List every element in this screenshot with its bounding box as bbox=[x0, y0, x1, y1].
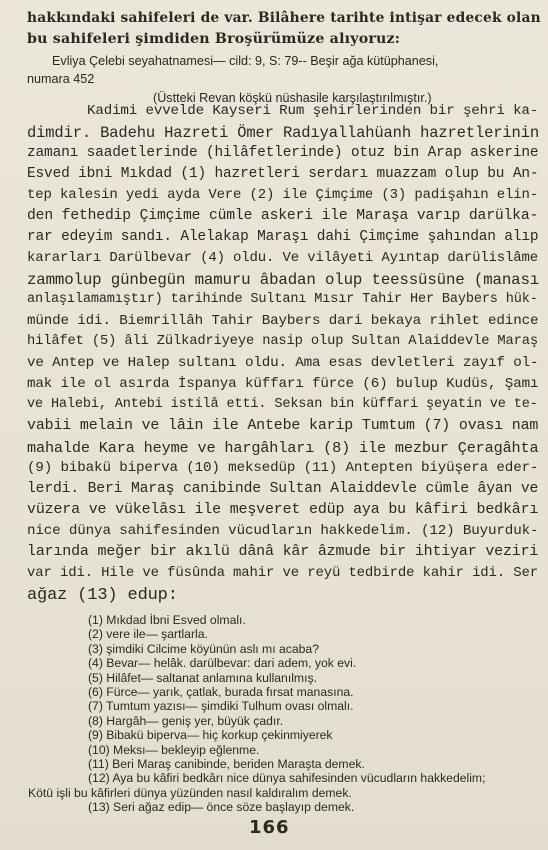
body-line: den fethedip Çimçime cümle askeri ile Maraşa varıp darülka- bbox=[27, 208, 539, 224]
body-line: mahalde Kara heyme ve hargâhları (8) ile mezbur Çeragâhta bbox=[27, 439, 539, 457]
footnote: (3) şimdiki Cilcime köyünün aslı mı acaba? bbox=[88, 641, 319, 656]
footnote: (2) vere ile— şartlarla. bbox=[88, 627, 208, 642]
body-line: rar edeyim sandı. Alelakap Maraşı dahi Çimçime şahından alıp bbox=[27, 229, 539, 245]
body-line: vüzera ve vükelâsı ile meşveret edüp aya bu kâfiri bedkârı bbox=[27, 502, 539, 518]
source-reference-line-1: Evliya Çelebi seyahatnamesi— cild: 9, S: 79-- Beşir ağa kütüphanesi, bbox=[52, 54, 439, 68]
body-line: mak ile ol asırda İspanya küffarı fürce (6) bulup Kudüs, Şamı bbox=[27, 376, 539, 392]
footnote: (4) Bevar— helâk. darülbevar: dari adem, yok evi. bbox=[88, 656, 357, 671]
footnote: (5) Hilâfet— saltanat anlamına kullanılmış. bbox=[88, 670, 317, 685]
body-line: kararları Darülbevar (4) oldu. Ve vilâyeti Ayıntap darülislâme bbox=[27, 250, 539, 266]
footnote: (10) Meksı— bekleyip eğlenme. bbox=[88, 742, 260, 757]
source-reference-line-2: numara 452 bbox=[27, 72, 95, 86]
body-line: hilâfet (5) âli Zülkadriyeye nasip olup Sultan Alaiddevle Maraş bbox=[27, 334, 538, 349]
body-line: zamanı saadetlerinde (hilâfetlerinde) otuz bin Arap askerine bbox=[27, 145, 539, 161]
body-line: tep kalesin yedi ayda Vere (2) ile Çimçime (3) padişahın elin- bbox=[27, 187, 539, 203]
body-line: (9) bibakü biperva (10) meksedüp (11) Antepten biyüşera eder- bbox=[27, 460, 539, 476]
footnote: (8) Hargâh— geniş yer, büyük çadır. bbox=[88, 713, 284, 728]
body-line: vabii melain ve lâin ile Antebe karip Tumtum (7) ovası nam bbox=[27, 418, 539, 434]
body-line: ağaz (13) edup: bbox=[27, 586, 178, 605]
footnote: (9) Bibakü biperva— hiç korkup çekinmiyerek bbox=[88, 728, 333, 743]
footnote: (12) Aya bu kâfiri bedkârı nice dünya sahifesinden vücudların hakkedelim; bbox=[88, 771, 486, 786]
body-line: münde idi. Biemrillâh Tahir Baybers dari bekaya rihlet edince bbox=[27, 313, 539, 329]
body-line: lerdi. Beri Maraş canibinde Sultan Alaiddevle cümle âyan ve bbox=[27, 481, 539, 497]
body-line: dimdir. Badehu Hazreti Ömer Radıyallahüanh hazretlerinin bbox=[27, 124, 539, 142]
body-line: Esved ibni Mıkdad (1) hazretleri serdarı muazzam olup bu An- bbox=[27, 166, 539, 182]
intro-line-2: bu sahifeleri şimdiden Broşürümüze alıyoruz: bbox=[27, 31, 401, 47]
body-line: var idi. Hile ve füsûnda mahir ve reyü tedbirde kahir idi. Ser bbox=[27, 565, 539, 581]
body-line: anlaşılamamıştır) tarihinde Sultanı Mısır Tahir Her Baybers hük- bbox=[27, 292, 538, 307]
source-comparison-note: (Üstteki Revan köşkü nüshasile karşılaştırılmıştır.) bbox=[153, 91, 432, 105]
body-line: zammolup günbegün mamuru âbadan olup teessüsüne (manası bbox=[27, 271, 540, 289]
body-line: nice dünya sahifesinden vücudların hakkedelim. (12) Buyurduk- bbox=[27, 523, 539, 539]
body-line: Kadimi evvelde Kayseri Rum şehirlerinden bir şehri ka- bbox=[87, 103, 539, 119]
footnote: (1) Mıkdad İbni Esved olmalı. bbox=[88, 613, 246, 627]
body-line: ve Halebi, Antebi istilâ etti. Seksan bin küffari şeyatin ve te- bbox=[27, 397, 538, 412]
footnote: (6) Fürce— yarık, çatlak, burada fırsat manasına. bbox=[88, 685, 354, 699]
page-number: 166 bbox=[249, 816, 290, 838]
intro-line-1: hakkındaki sahifeleri de var. Bilâhere tarihte intişar edecek olan bbox=[27, 10, 541, 26]
body-line: larında meğer bir akılü dânâ kâr âzmude bir ihtiyar veziri bbox=[27, 544, 539, 560]
footnote: (13) Seri ağaz edip— önce söze başlayıp demek. bbox=[88, 800, 355, 815]
body-line: ve Antep ve Halep sultanı oldu. Ama esas devletleri zayıf ol- bbox=[27, 355, 539, 371]
footnote: Kötü işli bu kâfirleri dünya yüzünden nasıl kaldıralım demek. bbox=[28, 785, 352, 800]
footnote: (7) Tumtum yazısı— şimdiki Tulhum ovası olmalı. bbox=[88, 699, 354, 714]
footnote: (11) Beri Maraş canibinde, beriden Maraşta demek. bbox=[88, 757, 365, 771]
